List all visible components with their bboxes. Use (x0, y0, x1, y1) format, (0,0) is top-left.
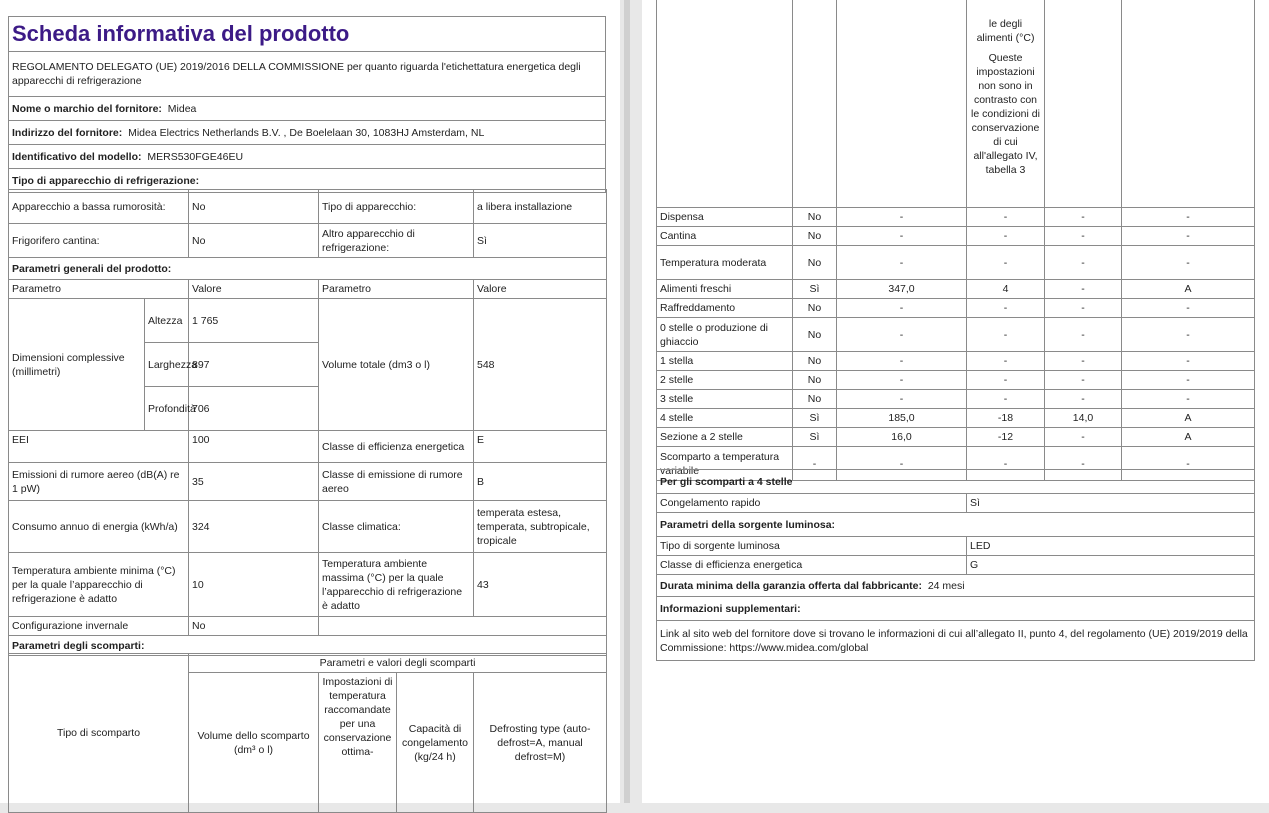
blank-volume-cell (837, 0, 967, 208)
compartment-present-cell: Sì (793, 428, 837, 447)
compartment-temp-cell: - (967, 447, 1045, 481)
height-value: 1 765 (189, 299, 319, 343)
winter-label: Configurazione invernale (9, 617, 189, 636)
four-star-heading: Per gli scomparti a 4 stelle (657, 470, 1255, 494)
min-temp-value: 10 (189, 553, 319, 617)
compartment-name-cell: Dispensa (657, 208, 793, 227)
compartment-type-label: Tipo di scomparto (9, 654, 189, 813)
compartment-present-cell: No (793, 352, 837, 371)
compartment-row (657, 428, 1255, 447)
compartment-name-cell: Alimenti freschi (657, 280, 793, 299)
dimensions-label: Dimensioni complessive (millimetri) (9, 299, 145, 431)
compartment-defrost-cell: A (1122, 428, 1255, 447)
compartment-temp-cell: -18 (967, 409, 1045, 428)
warranty-row (657, 575, 1255, 597)
other-appliance-label: Altro apparecchio di refrigerazione: (319, 224, 474, 258)
compartment-temp-cell: - (967, 371, 1045, 390)
compartment-volume-cell: 185,0 (837, 409, 967, 428)
compartment-present-cell: Sì (793, 409, 837, 428)
compartment-temp-cell: - (967, 390, 1045, 409)
compartment-volume-cell: 347,0 (837, 280, 967, 299)
compartment-name-cell: 0 stelle o produzione di ghiaccio (657, 318, 793, 352)
supplier-address-label: Indirizzo del fornitore: (12, 126, 123, 139)
fast-freeze-value: Sì (967, 494, 1255, 513)
compartment-defrost-cell: - (1122, 390, 1255, 409)
compartment-row (657, 318, 1255, 352)
compartment-defrost-cell: - (1122, 208, 1255, 227)
compartment-freeze-cell: - (1045, 280, 1122, 299)
compartment-defrost-cell: - (1122, 352, 1255, 371)
compartment-temp-cell: - (967, 318, 1045, 352)
compartment-volume-cell: 16,0 (837, 428, 967, 447)
compartments-table (656, 0, 1255, 481)
min-temp-label: Temperatura ambiente minima (°C) per la quale l’apparecchio di refrigerazione è adatto (9, 553, 189, 617)
blank-defrost-cell (1122, 0, 1255, 208)
compartment-volume-label: Volume dello scomparto (dm³ o l) (189, 673, 319, 813)
wine-value: No (189, 224, 319, 258)
compartment-name-cell: Temperatura moderata (657, 246, 793, 280)
compartment-name-cell: Raffreddamento (657, 299, 793, 318)
compartment-freeze-cell: - (1045, 371, 1122, 390)
compartment-row (657, 208, 1255, 227)
compartment-name-cell: 1 stella (657, 352, 793, 371)
noise-label: Emissioni di rumore aereo (dB(A) re 1 pW) (9, 463, 189, 501)
compartment-defrost-label: Defrosting type (auto-defrost=A, manual defrost=M) (474, 673, 607, 813)
compartment-name-cell: Sezione a 2 stelle (657, 428, 793, 447)
compartment-defrost-cell: - (1122, 447, 1255, 481)
compartment-present-cell: No (793, 227, 837, 246)
efficiency-class-value: E (474, 431, 607, 463)
supplier-name: Midea (167, 102, 197, 115)
compartment-temp-cell: - (967, 208, 1045, 227)
compartments-heading: Parametri degli scomparti: (9, 636, 607, 656)
compartment-defrost-cell: - (1122, 227, 1255, 246)
compartment-volume-cell: - (837, 390, 967, 409)
appliance-type-table (8, 189, 607, 280)
noise-class-label: Classe di emissione di rumore aereo (319, 463, 474, 501)
compartment-temp-cell: -12 (967, 428, 1045, 447)
winter-value: No (189, 617, 319, 636)
compartment-volume-cell: - (837, 447, 967, 481)
compartment-temp-cell: 4 (967, 280, 1045, 299)
compartment-defrost-cell: A (1122, 409, 1255, 428)
compartment-row (657, 299, 1255, 318)
compartment-row (657, 280, 1255, 299)
compartment-volume-cell: - (837, 352, 967, 371)
energy-value: 324 (189, 501, 319, 553)
appliance-type-heading: Tipo di apparecchio di refrigerazione: (9, 169, 606, 193)
compartment-name-cell: Cantina (657, 227, 793, 246)
compartment-temp-cell: - (967, 299, 1045, 318)
blank-name-cell (657, 0, 793, 208)
light-class-label: Classe di efficienza energetica (657, 556, 967, 575)
compartment-freeze-cell: - (1045, 447, 1122, 481)
header-table (8, 16, 606, 193)
compartment-freeze-cell: - (1045, 352, 1122, 371)
compartment-row (657, 371, 1255, 390)
low-noise-label: Apparecchio a bassa rumorosità: (9, 190, 189, 224)
col-param-header: Parametro (9, 280, 189, 299)
compartment-freeze-cell: - (1045, 246, 1122, 280)
empty-cell (319, 617, 607, 636)
model-row (9, 145, 606, 169)
compartment-row (657, 409, 1255, 428)
blank-present-cell (793, 0, 837, 208)
compartment-present-cell: No (793, 208, 837, 227)
compartment-defrost-cell: A (1122, 280, 1255, 299)
compartment-present-cell: - (793, 447, 837, 481)
compartment-temp-cell: - (967, 352, 1045, 371)
noise-class-value: B (474, 463, 607, 501)
compartment-freeze-cell: - (1045, 227, 1122, 246)
compartment-temp-cell: - (967, 246, 1045, 280)
compartment-present-cell: No (793, 246, 837, 280)
eei-label: EEI (9, 431, 189, 463)
compartment-name-cell: 4 stelle (657, 409, 793, 428)
low-noise-value: No (189, 190, 319, 224)
compartment-volume-cell: - (837, 371, 967, 390)
energy-label: Consumo annuo di energia (kWh/a) (9, 501, 189, 553)
compartment-name-cell: 3 stelle (657, 390, 793, 409)
compartment-volume-cell: - (837, 318, 967, 352)
climate-label: Classe climatica: (319, 501, 474, 553)
appliance-type-value: a libera installazione (474, 190, 607, 224)
warranty-value: 24 mesi (927, 579, 965, 592)
compartment-present-cell: No (793, 299, 837, 318)
fast-freeze-label: Congelamento rapido (657, 494, 967, 513)
compartment-defrost-cell: - (1122, 318, 1255, 352)
appliance-type-label: Tipo di apparecchio: (319, 190, 474, 224)
temp-note: Queste impostazioni non sono in contrasto con le condizioni di conservazione di cui all'allegato IV, tabella 3 (971, 52, 1040, 176)
compartment-temp-label: Impostazioni di temperatura raccomandate per una conservazione ottima- (319, 673, 397, 813)
page-title: Scheda informativa del prodotto (9, 17, 606, 52)
compartment-freeze-cell: - (1045, 428, 1122, 447)
eei-value: 100 (189, 431, 319, 463)
efficiency-class-label: Classe di efficienza energetica (319, 431, 474, 463)
compartment-volume-cell: - (837, 208, 967, 227)
compartment-name-cell: 2 stelle (657, 371, 793, 390)
light-type-value: LED (967, 537, 1255, 556)
compartment-present-cell: Sì (793, 280, 837, 299)
extra-info-text: Link al sito web del fornitore dove si trovano le informazioni di cui all’allegato II, punto 4, del regolamento (UE) 2019/2019 della Commissione: https://www.midea.com/global (657, 621, 1255, 661)
climate-value: temperata estesa, temperata, subtropicale, tropicale (474, 501, 607, 553)
compartment-present-cell: No (793, 371, 837, 390)
temp-note-cell (967, 0, 1045, 208)
document-page-2 (642, 0, 1269, 803)
volume-label: Volume totale (dm3 o l) (319, 299, 474, 431)
page-separator (624, 0, 630, 803)
temp-note-continuation: le degli alimenti (°C) (976, 18, 1035, 44)
model-label: Identificativo del modello: (12, 150, 142, 163)
compartment-freeze-cell: - (1045, 299, 1122, 318)
col-value-header: Valore (189, 280, 319, 299)
document-page-1 (0, 0, 620, 803)
compartment-freeze-cell: - (1045, 390, 1122, 409)
compartment-row (657, 352, 1255, 371)
compartment-freeze-cell: - (1045, 208, 1122, 227)
compartment-freeze-label: Capacità di congelamento (kg/24 h) (397, 673, 474, 813)
width-label: Larghezza (145, 343, 189, 387)
warranty-label: Durata minima della garanzia offerta dal fabbricante: (660, 579, 922, 592)
noise-value: 35 (189, 463, 319, 501)
max-temp-label: Temperatura ambiente massima (°C) per la quale l’apparecchio di refrigerazione è adatto (319, 553, 474, 617)
compartment-row (657, 246, 1255, 280)
compartment-present-cell: No (793, 390, 837, 409)
general-params-heading: Parametri generali del prodotto: (9, 258, 607, 280)
compartment-volume-cell: - (837, 227, 967, 246)
compartment-row (657, 390, 1255, 409)
compartment-rows (657, 208, 1255, 481)
compartment-defrost-cell: - (1122, 246, 1255, 280)
width-value: 897 (189, 343, 319, 387)
compartment-defrost-cell: - (1122, 299, 1255, 318)
compartment-defrost-cell: - (1122, 371, 1255, 390)
compartment-present-cell: No (793, 318, 837, 352)
depth-value: 706 (189, 387, 319, 431)
light-heading: Parametri della sorgente luminosa: (657, 513, 1255, 537)
wine-label: Frigorifero cantina: (9, 224, 189, 258)
compartment-temp-cell: - (967, 227, 1045, 246)
compartment-params-label: Parametri e valori degli scomparti (189, 654, 607, 673)
extra-table (656, 469, 1255, 661)
compartment-volume-cell: - (837, 246, 967, 280)
col-value-header-2: Valore (474, 280, 607, 299)
supplier-address: Midea Electrics Netherlands B.V. , De Boelelaan 30, 1083HJ Amsterdam, NL (128, 126, 485, 139)
light-type-label: Tipo di sorgente luminosa (657, 537, 967, 556)
supplier-address-row (9, 121, 606, 145)
extra-info-heading: Informazioni supplementari: (657, 597, 1255, 621)
model-id: MERS530FGE46EU (147, 150, 244, 163)
supplier-name-row (9, 97, 606, 121)
depth-label: Profondità (145, 387, 189, 431)
compartment-name-cell: Scomparto a temperatura variabile (657, 447, 793, 481)
volume-value: 548 (474, 299, 607, 431)
regulation-text: REGOLAMENTO DELEGATO (UE) 2019/2016 DELLA COMMISSIONE per quanto riguarda l'etichettatura energetica degli apparecchi di refrigerazione (9, 52, 606, 97)
col-param-header-2: Parametro (319, 280, 474, 299)
compartment-row (657, 227, 1255, 246)
height-label: Altezza (145, 299, 189, 343)
compartments-header-table (8, 653, 607, 813)
light-class-value: G (967, 556, 1255, 575)
compartment-freeze-cell: 14,0 (1045, 409, 1122, 428)
supplier-name-label: Nome o marchio del fornitore: (12, 102, 162, 115)
other-appliance-value: Sì (474, 224, 607, 258)
compartment-volume-cell: - (837, 299, 967, 318)
compartment-freeze-cell: - (1045, 318, 1122, 352)
max-temp-value: 43 (474, 553, 607, 617)
general-params-table (8, 279, 607, 656)
blank-freeze-cell (1045, 0, 1122, 208)
